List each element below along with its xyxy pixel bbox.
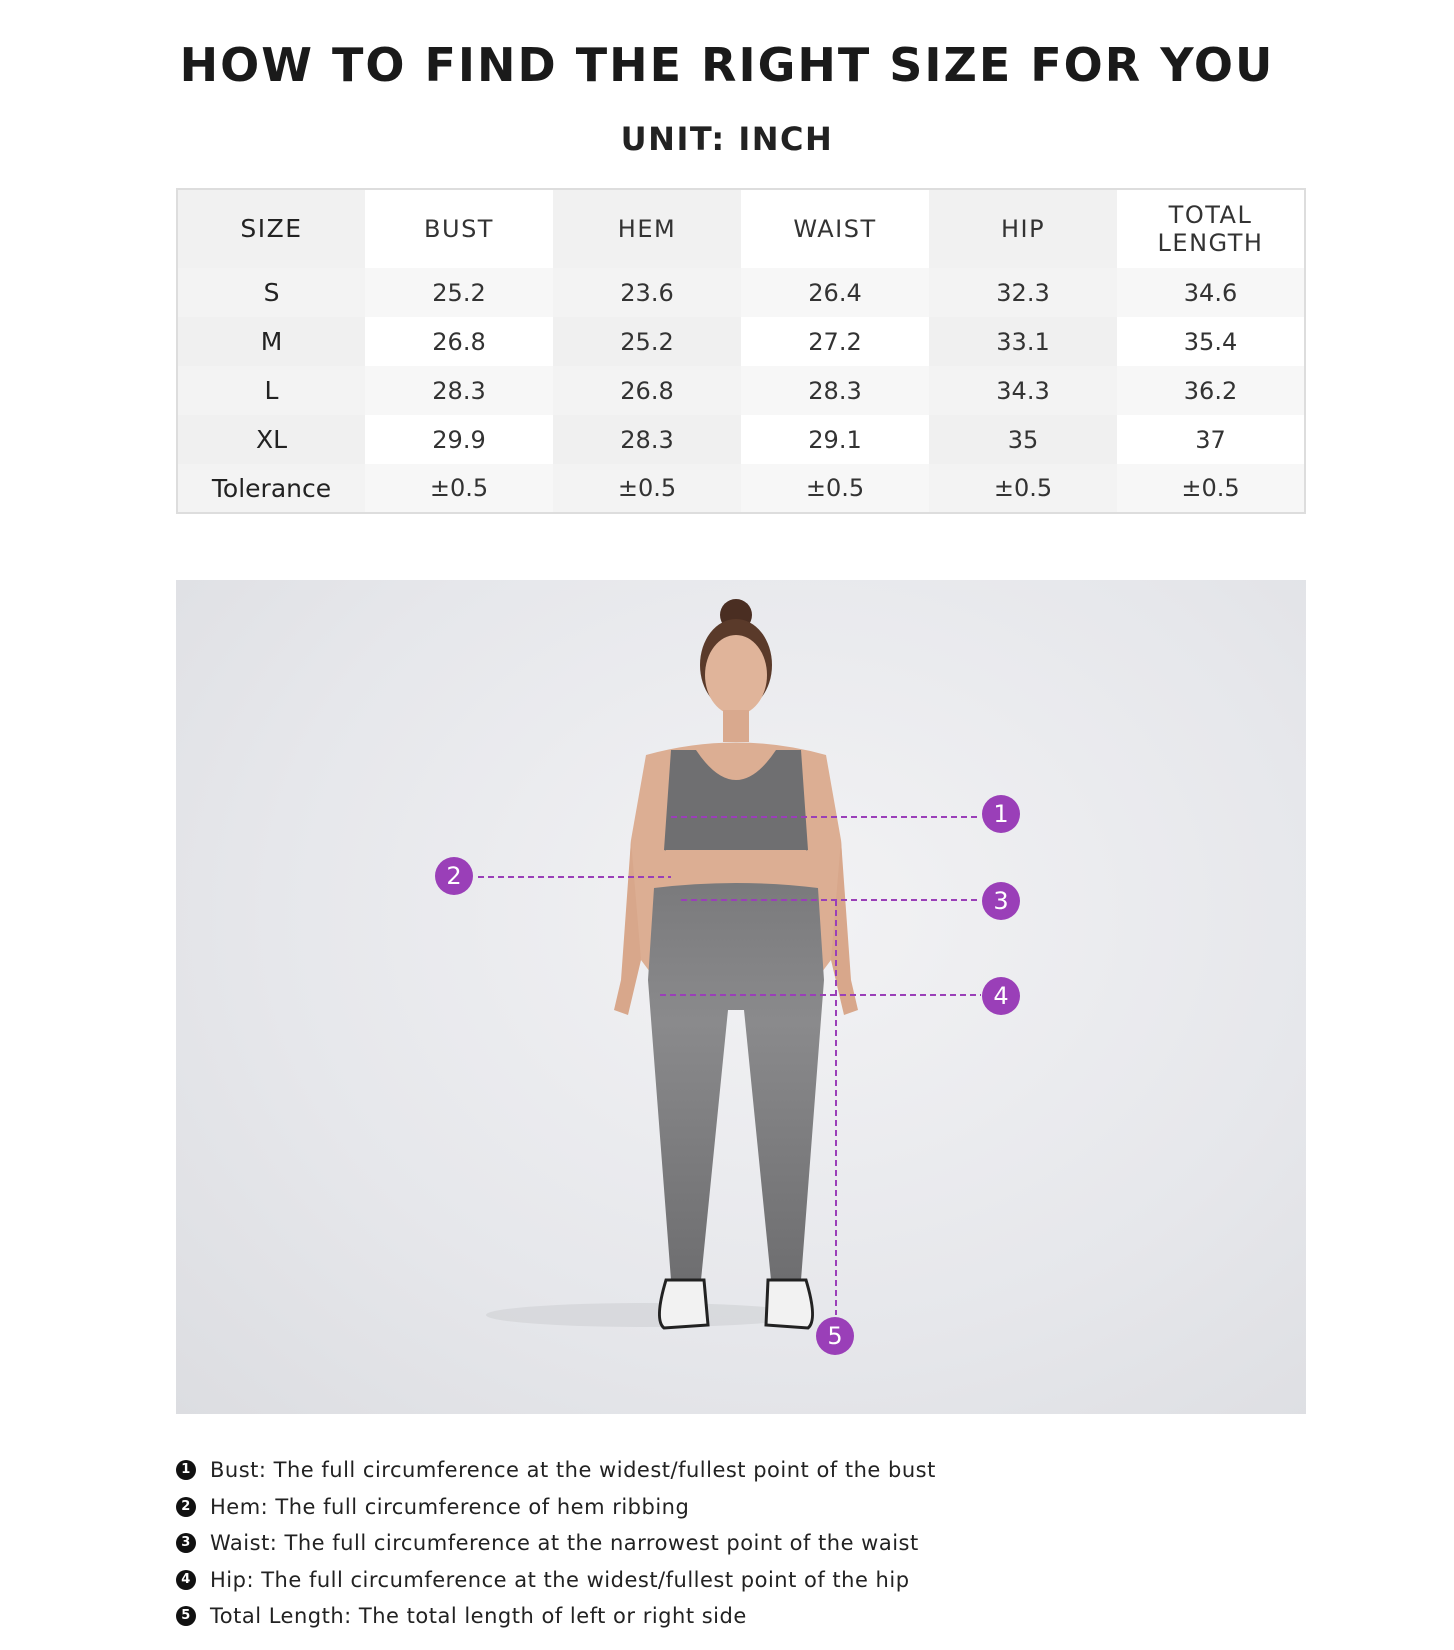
legend-text: Hem: The full circumference of hem ribbing [210, 1494, 690, 1519]
header-hem: HEM [553, 189, 741, 268]
measurement-cell: 29.1 [741, 415, 929, 464]
number-4-icon: 4 [176, 1570, 196, 1590]
measurement-cell: 36.2 [1117, 366, 1305, 415]
model-photo [176, 580, 1306, 1414]
table-row [177, 366, 1305, 415]
measurement-cell: 26.8 [553, 366, 741, 415]
measurement-cell: 33.1 [929, 317, 1117, 366]
measurement-cell: 32.3 [929, 268, 1117, 317]
table-row [177, 415, 1305, 464]
measurement-legend [176, 1452, 936, 1635]
measurement-cell: 29.9 [365, 415, 553, 464]
size-label-cell: S [177, 268, 365, 317]
measurement-cell: 35 [929, 415, 1117, 464]
header-bust: BUST [365, 189, 553, 268]
marker-total-length: 5 [816, 1317, 854, 1355]
measurement-cell: 34.3 [929, 366, 1117, 415]
measurement-cell: 26.8 [365, 317, 553, 366]
legend-text: Waist: The full circumference at the narrowest point of the waist [210, 1531, 919, 1556]
number-1-icon: 1 [176, 1460, 196, 1480]
header-size: SIZE [177, 189, 365, 268]
size-label-cell: XL [177, 415, 365, 464]
legend-text: Hip: The full circumference at the widest/fullest point of the hip [210, 1567, 910, 1592]
page-title: HOW TO FIND THE RIGHT SIZE FOR YOU [179, 38, 1275, 92]
measurement-cell: ±0.5 [553, 464, 741, 513]
measurement-cell: 35.4 [1117, 317, 1305, 366]
size-label-cell: L [177, 366, 365, 415]
legend-text: Total Length: The total length of left or right side [210, 1604, 747, 1629]
number-2-icon: 2 [176, 1497, 196, 1517]
measurement-cell: 26.4 [741, 268, 929, 317]
measurement-cell: 25.2 [365, 268, 553, 317]
measurement-cell: 28.3 [741, 366, 929, 415]
marker-waist: 3 [982, 882, 1020, 920]
size-chart-table [176, 188, 1306, 514]
measurement-cell: ±0.5 [741, 464, 929, 513]
marker-bust: 1 [982, 795, 1020, 833]
table-row [177, 317, 1305, 366]
measurement-cell: ±0.5 [929, 464, 1117, 513]
size-label-cell: Tolerance [177, 464, 365, 513]
measurement-cell: 23.6 [553, 268, 741, 317]
legend-item-bust [176, 1452, 936, 1489]
number-3-icon: 3 [176, 1533, 196, 1553]
size-label-cell: M [177, 317, 365, 366]
header-waist: WAIST [741, 189, 929, 268]
table-header-row [177, 189, 1305, 268]
measurement-cell: 28.3 [365, 366, 553, 415]
number-5-icon: 5 [176, 1606, 196, 1626]
legend-item-hem [176, 1489, 936, 1526]
header-total-length: TOTAL LENGTH [1117, 189, 1305, 268]
measurement-cell: 25.2 [553, 317, 741, 366]
measurement-cell: 37 [1117, 415, 1305, 464]
header-hip: HIP [929, 189, 1117, 268]
measurement-cell: 28.3 [553, 415, 741, 464]
measurement-cell: 34.6 [1117, 268, 1305, 317]
legend-item-hip [176, 1562, 936, 1599]
measurement-cell: ±0.5 [1117, 464, 1305, 513]
measurement-cell: ±0.5 [365, 464, 553, 513]
legend-item-waist [176, 1525, 936, 1562]
table-row [177, 464, 1305, 513]
model-figure [176, 580, 1306, 1414]
legend-text: Bust: The full circumference at the widest/fullest point of the bust [210, 1458, 936, 1483]
marker-hip: 4 [982, 977, 1020, 1015]
marker-hem: 2 [435, 857, 473, 895]
unit-label: UNIT: INCH [620, 120, 834, 158]
table-row [177, 268, 1305, 317]
legend-item-total-length [176, 1598, 936, 1635]
measurement-cell: 27.2 [741, 317, 929, 366]
